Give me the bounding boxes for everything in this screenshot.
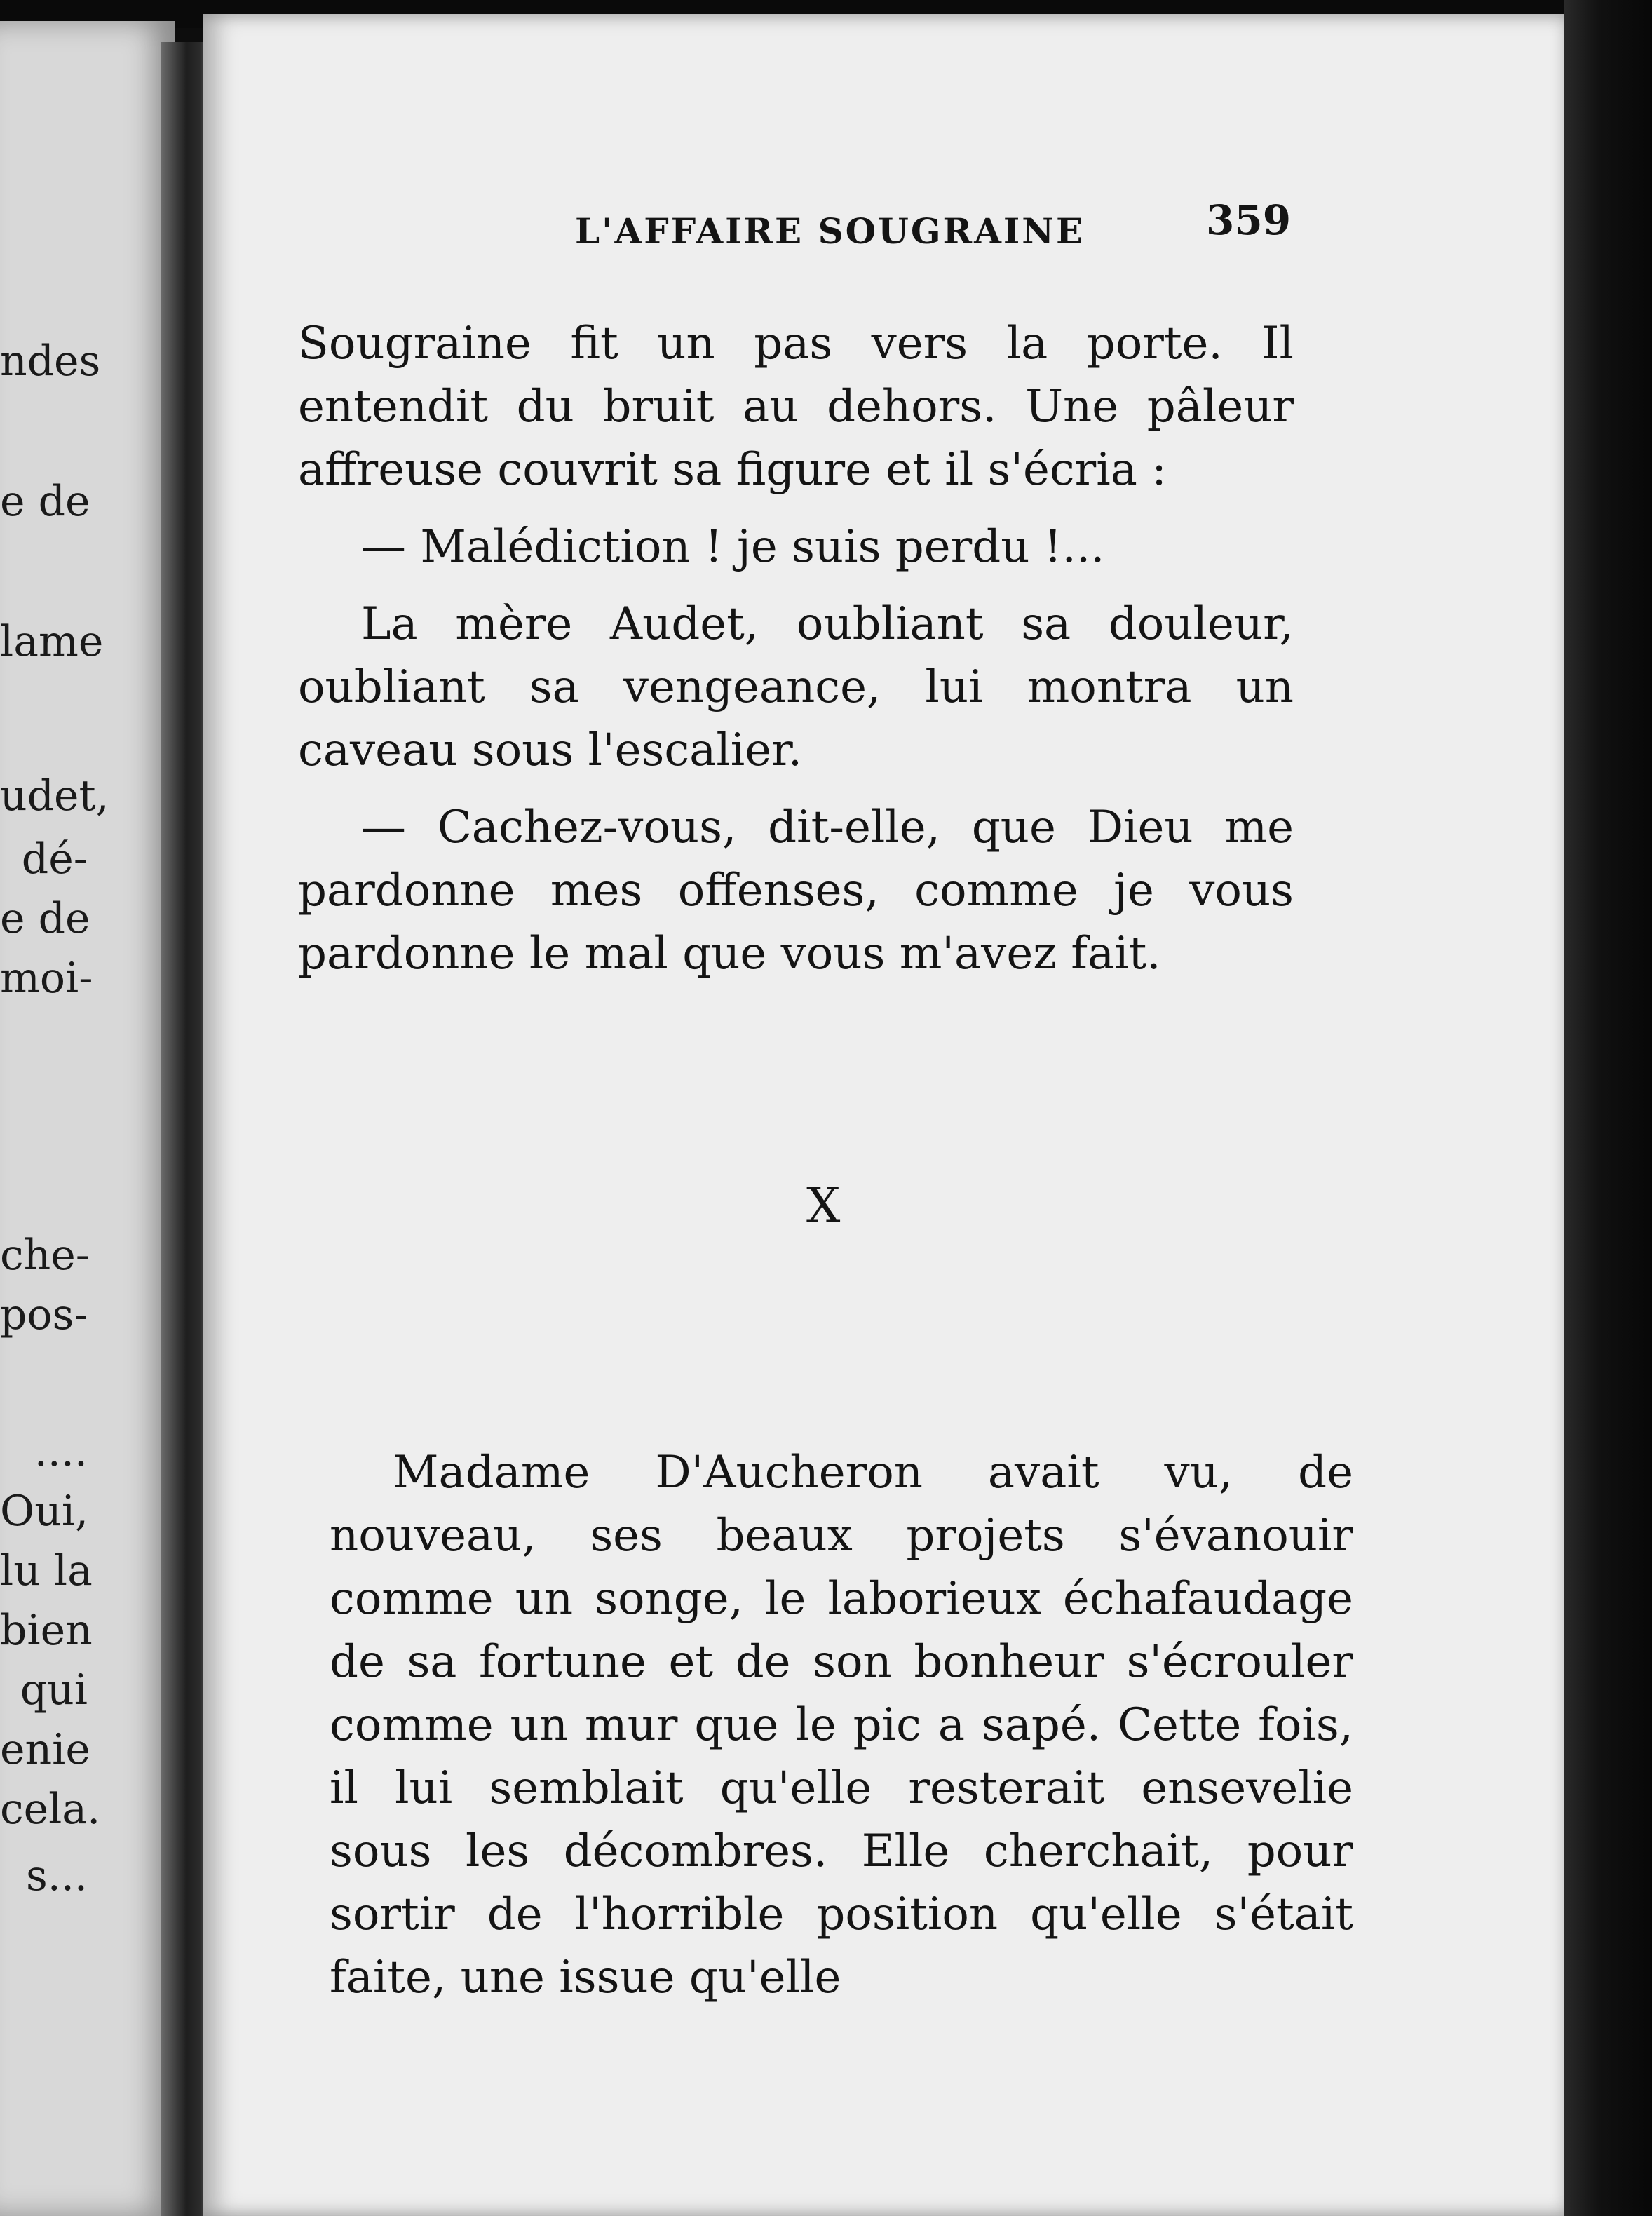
left-fragment: udet, xyxy=(0,771,109,820)
left-fragment: s... xyxy=(25,1851,88,1900)
text-block-bottom xyxy=(330,1441,1353,2009)
left-fragment: moi- xyxy=(0,954,93,1003)
left-fragment: lame xyxy=(0,617,104,666)
running-head: L'AFFAIRE SOUGRAINE xyxy=(575,210,1085,252)
left-fragment: qui xyxy=(20,1666,88,1715)
left-fragment: Oui, xyxy=(0,1487,89,1536)
left-fragment: .... xyxy=(34,1427,88,1476)
left-fragment: lu la xyxy=(0,1546,93,1595)
chapter-heading: X xyxy=(806,1178,841,1234)
paragraph: Madame D'Aucheron avait vu, de nouveau, ses beaux projets s'évanouir comme un songe, le laborieux échafaudage de sa fortune et de son bonheur s'écrouler comme un mur que le pic a sapé. Cette fois, il lui semblait qu'elle resterait ensevelie sous les décombres. Elle cherchait, pour sortir de l'horrible position qu'elle s'était faite, une issue qu'elle xyxy=(330,1447,1353,2004)
left-fragment: cela. xyxy=(0,1785,101,1834)
left-fragment: pos- xyxy=(0,1290,88,1339)
left-fragment: che- xyxy=(0,1231,90,1280)
book-edge-right xyxy=(1564,0,1652,2216)
left-fragment: e de xyxy=(0,894,90,943)
page-number: 359 xyxy=(1206,196,1292,244)
paragraph: — Cachez-vous, dit-elle, que Dieu me pardonne mes offenses, comme je vous pardonne le mal que vous m'avez fait. xyxy=(298,802,1294,980)
left-fragment: e de xyxy=(0,477,90,526)
paragraph: — Malédiction ! je suis perdu !... xyxy=(361,521,1105,573)
left-fragment: bien xyxy=(0,1606,93,1655)
left-fragment: dé- xyxy=(21,835,88,884)
left-fragment: ndes xyxy=(0,337,101,386)
paragraph: La mère Audet, oubliant sa douleur, oubliant sa vengeance, lui montra un caveau sous l'escalier. xyxy=(298,598,1294,776)
paragraph: Sougraine fit un pas vers la porte. Il entendit du bruit au dehors. Une pâleur affreuse couvrit sa figure et il s'écria : xyxy=(298,318,1294,496)
left-fragment: enie xyxy=(0,1725,90,1774)
left-page xyxy=(0,21,175,2216)
text-block-top xyxy=(298,312,1294,985)
